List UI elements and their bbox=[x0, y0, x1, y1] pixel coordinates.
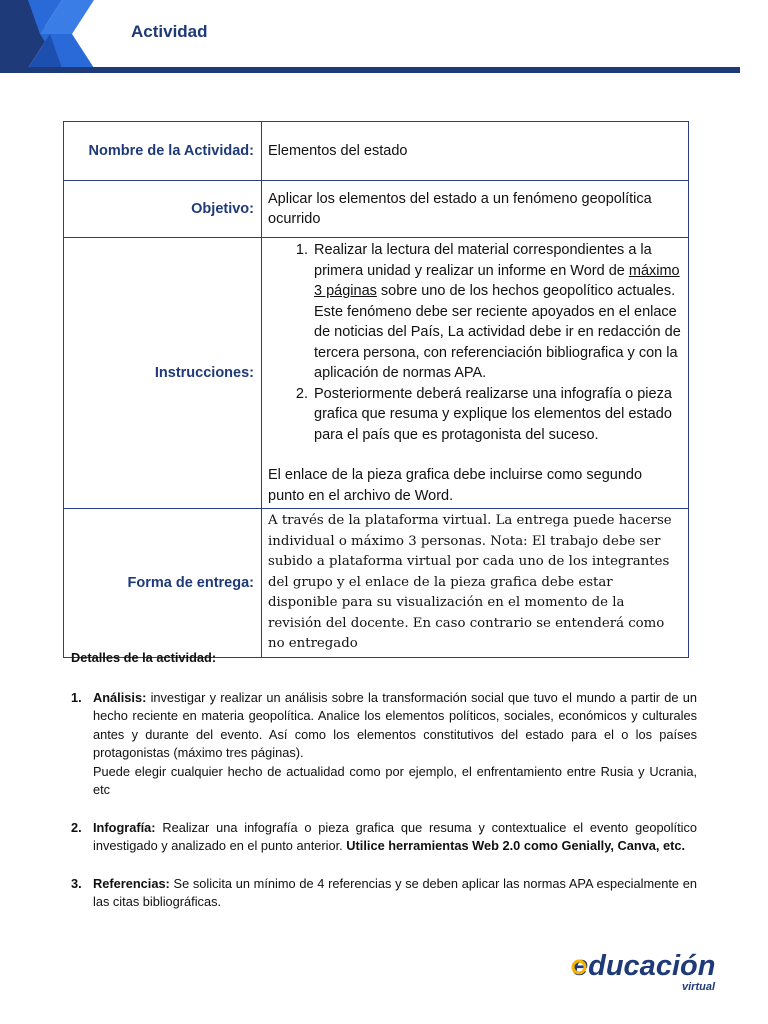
list-item bbox=[71, 875, 697, 912]
item-text-analisis: investigar y realizar un análisis sobre la transformación social que tuvo el mundo a partir de un hecho reciente en materia geopolítica. Analice los elementos políticos, sociales, económicos y culturales antes y durante del evento. Así como los elementos constitutivos del estado para el o los países protagonistas (máximo tres páginas). bbox=[93, 689, 697, 760]
item-title-infografia: Infografía: bbox=[93, 819, 156, 835]
logo-main-text: educación bbox=[572, 950, 716, 982]
header-decoration bbox=[0, 0, 100, 74]
page-header bbox=[0, 0, 768, 74]
instruction-item-1 bbox=[312, 240, 682, 384]
row-value-entrega: A través de la plataforma virtual. La entrega puede hacerse individual o máximo 3 personas. Nota: El trabajo debe ser subido a plataforma virtual por cada uno de los integrantes del grupo y el enlace de la pieza grafica debe estar disponible para su visualización en el momento de la revisión del docente. En caso contrario se entenderá como no entregado bbox=[262, 509, 689, 658]
item-title-analisis: Análisis: bbox=[93, 689, 147, 705]
instruction-2-text: Posteriormente deberá realizarse una infografía o pieza grafica que resuma y explique los elementos del estado para el país que es protagonista del suceso. bbox=[314, 385, 672, 443]
instructions-list bbox=[268, 240, 682, 445]
instructions-note: El enlace de la pieza grafica debe incluirse como segundo punto en el archivo de Word. bbox=[268, 467, 643, 504]
activity-table bbox=[63, 121, 689, 658]
item-text-analisis-2: Puede elegir cualquier hecho de actualidad como por ejemplo, el enfrentamiento entre Rusia y Ucrania, etc bbox=[93, 763, 697, 797]
item-number: 3. bbox=[71, 875, 82, 891]
instruction-1-underlined: máximo 3 páginas bbox=[314, 262, 680, 299]
row-value-nombre: Elementos del estado bbox=[262, 122, 689, 181]
item-bold-infografia: Utilice herramientas Web 2.0 como Genially, Canva, etc. bbox=[346, 838, 686, 853]
item-title-referencias: Referencias: bbox=[93, 875, 170, 891]
activity-details bbox=[71, 649, 697, 931]
instruction-item-2 bbox=[312, 384, 682, 446]
item-number: 2. bbox=[71, 819, 82, 835]
row-label-objetivo: Objetivo: bbox=[64, 181, 262, 238]
table-row bbox=[64, 181, 689, 238]
header-divider bbox=[0, 67, 740, 73]
item-text-referencias: Se solicita un mínimo de 4 referencias y se deben aplicar las normas APA especialmente en las citas bibliográficas. bbox=[93, 875, 697, 909]
educacion-virtual-logo bbox=[570, 945, 730, 995]
table-row bbox=[64, 509, 689, 658]
row-label-nombre: Nombre de la Actividad: bbox=[64, 122, 262, 181]
page-title: Actividad bbox=[131, 22, 208, 41]
row-value-instrucciones bbox=[262, 238, 689, 509]
row-label-entrega: Forma de entrega: bbox=[64, 509, 262, 658]
instruction-1-text-b: sobre uno de los hechos geopolítico actuales. Este fenómeno debe ser reciente apoyados en el enlace de noticias del País, La actividad debe ir en redacción de tercera persona, con referenciación bibliografica y con la aplicación de normas APA. bbox=[314, 283, 681, 381]
table-row bbox=[64, 122, 689, 181]
item-text-infografia: Realizar una infografía o pieza grafica que resuma y contextualice el evento geopolítico investigado y analizado en el punto anterior. bbox=[93, 819, 697, 853]
instruction-1-text-a: Realizar la lectura del material correspondientes a la primera unidad y realizar un informe en Word de bbox=[314, 242, 652, 279]
details-heading: Detalles de la actividad: bbox=[71, 650, 217, 665]
logo-sub-text: virtual bbox=[682, 981, 716, 993]
row-value-objetivo: Aplicar los elementos del estado a un fenómeno geopolítica ocurrido bbox=[262, 181, 689, 238]
item-number: 1. bbox=[71, 689, 82, 705]
row-label-instrucciones: Instrucciones: bbox=[64, 238, 262, 509]
list-item bbox=[71, 819, 697, 856]
list-item bbox=[71, 689, 697, 800]
table-row bbox=[64, 238, 689, 509]
